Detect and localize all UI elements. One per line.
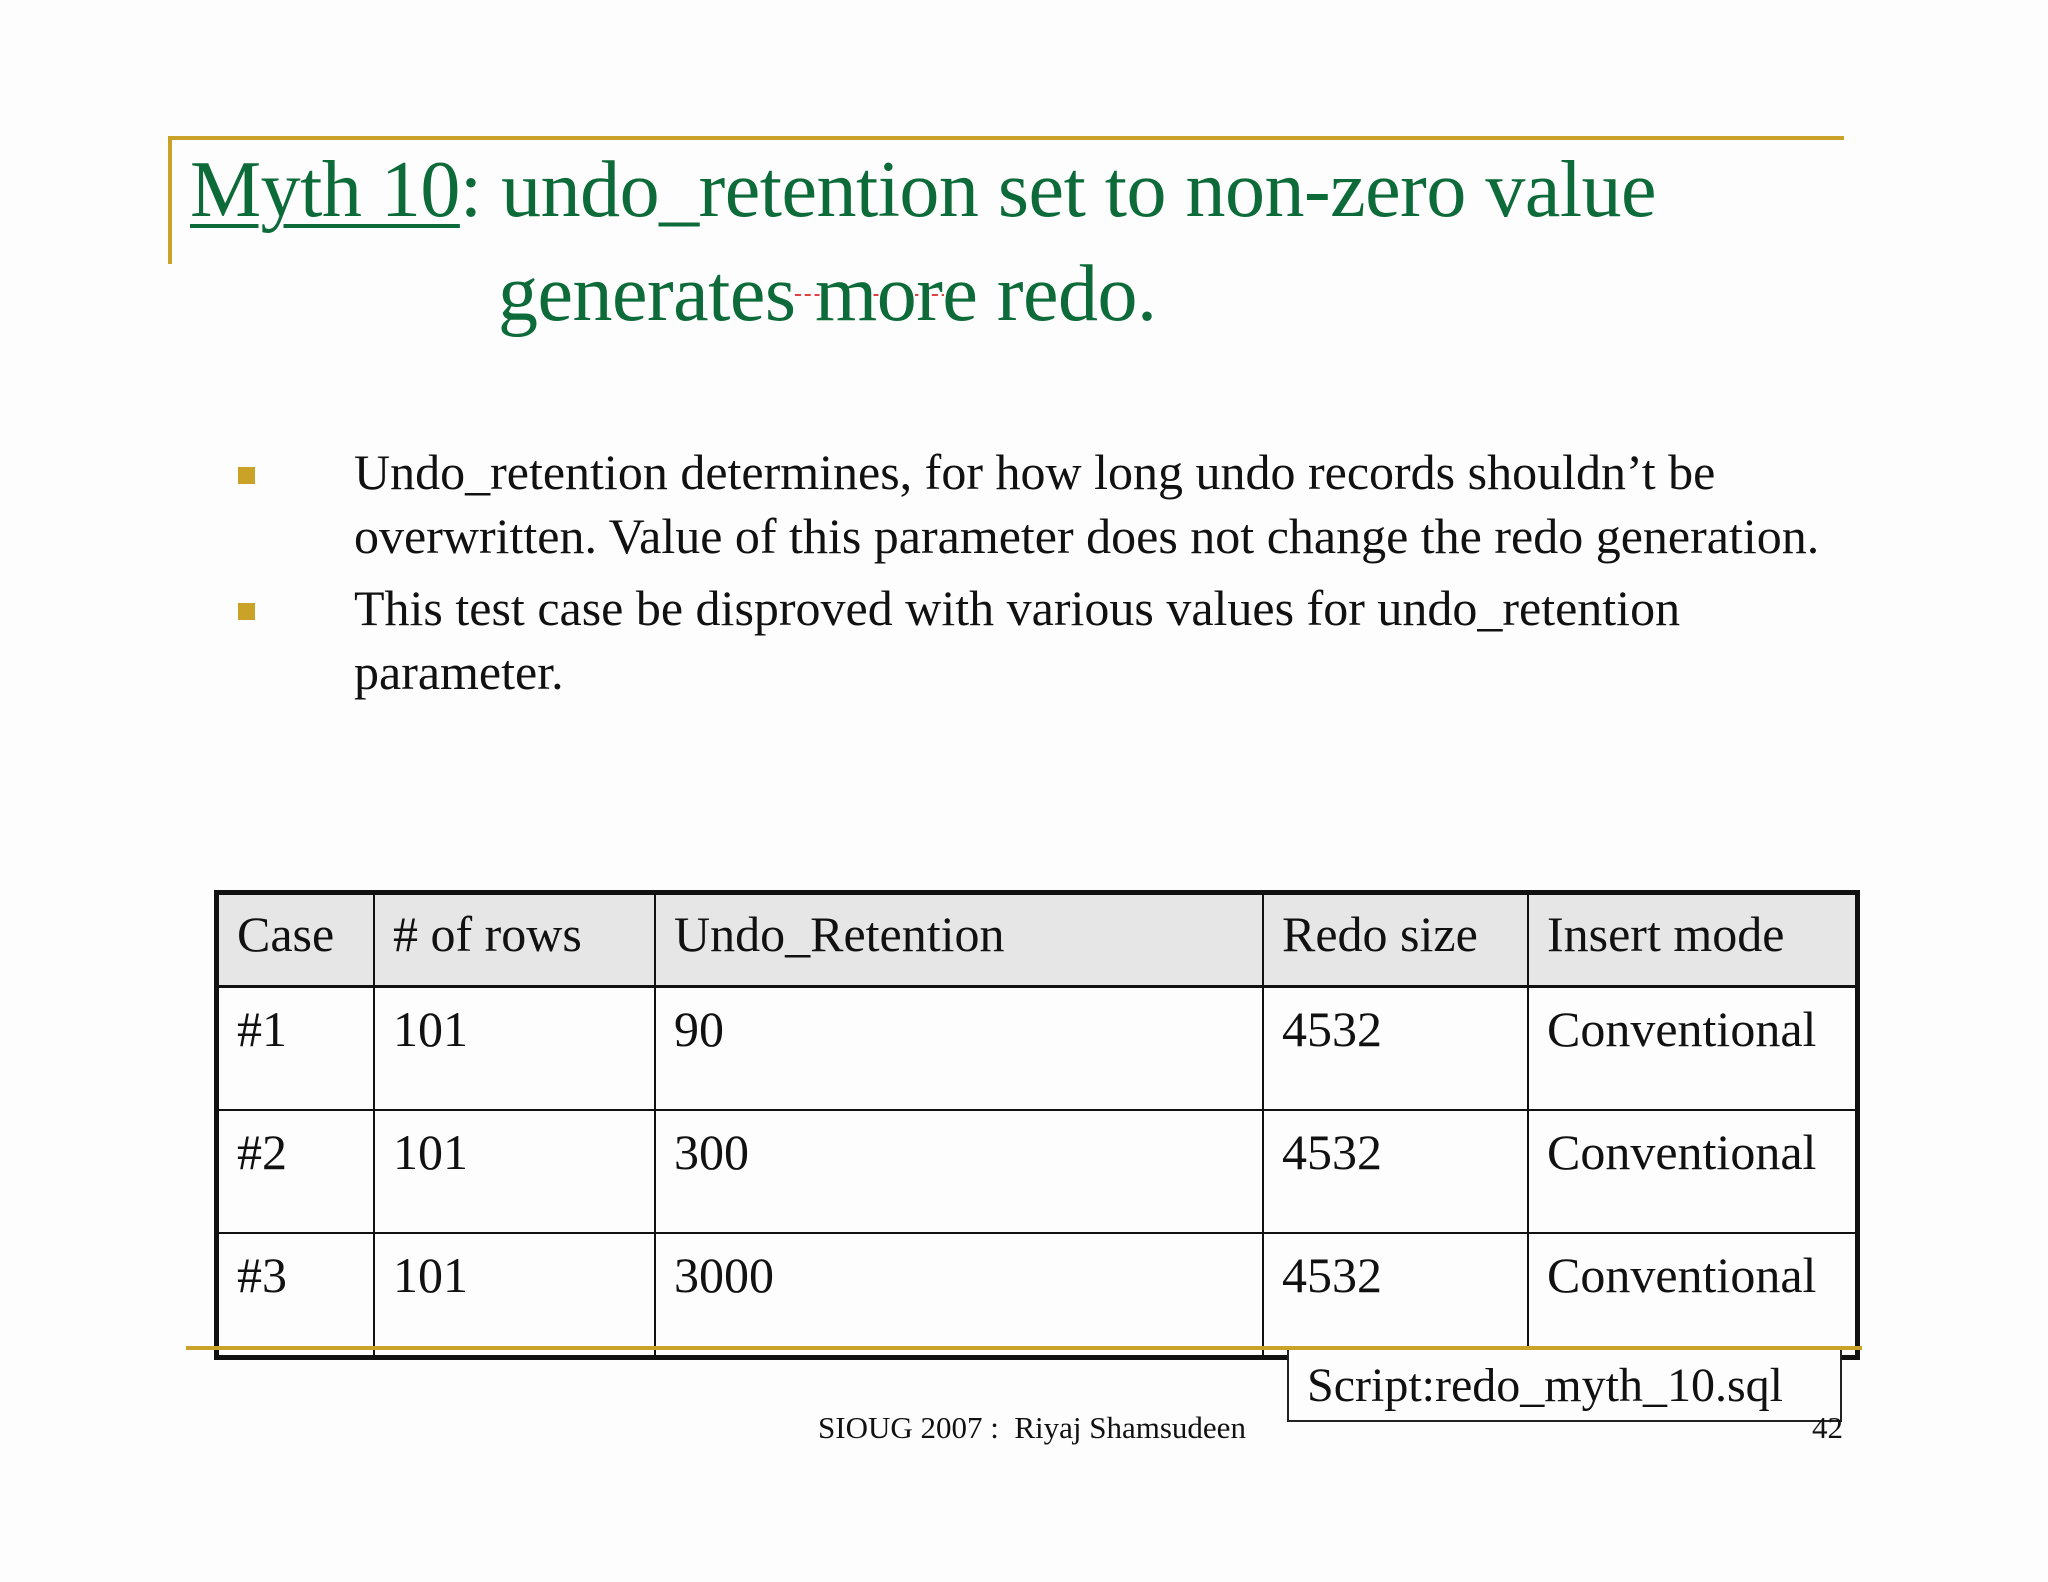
cell-rows: 101 (374, 1110, 655, 1233)
table-row (217, 1110, 1858, 1233)
slide-title (190, 138, 1830, 346)
table-row (217, 1233, 1858, 1358)
title-left-rule (168, 136, 172, 264)
title-line1-text: : undo_retention set to non-zero value (459, 146, 1657, 234)
cell-insert-mode: Conventional (1528, 1110, 1858, 1233)
title-myth-label: Myth 10 (190, 146, 460, 234)
page-number: 42 (1812, 1410, 1843, 1445)
cell-rows: 101 (374, 1233, 655, 1358)
results-table (214, 890, 1860, 1360)
bullet-list (232, 440, 1852, 712)
cell-undo-retention: 3000 (655, 1233, 1263, 1358)
bullet-text: This test case be disproved with various values for undo_retention parameter. (354, 580, 1681, 700)
cell-redo-size: 4532 (1263, 987, 1528, 1111)
bullet-item (232, 576, 1852, 704)
table-row (217, 987, 1858, 1111)
results-table-wrapper (214, 890, 1860, 1360)
title-line2-pre: generates (498, 250, 796, 338)
cell-undo-retention: 90 (655, 987, 1263, 1111)
title-line2 (190, 242, 1830, 346)
cell-insert-mode: Conventional (1528, 987, 1858, 1111)
header-rows: # of rows (374, 893, 655, 987)
header-undo-retention: Undo_Retention (655, 893, 1263, 987)
bullet-text: Undo_retention determines, for how long undo records shouldn’t be overwritten. Value of this parameter does not change the redo generation. (354, 444, 1820, 564)
header-case: Case (217, 893, 375, 987)
table-header-row (217, 893, 1858, 987)
footer-text: SIOUG 2007 : Riyaj Shamsudeen (818, 1410, 1246, 1445)
cell-case: #3 (217, 1233, 375, 1358)
cell-redo-size: 4532 (1263, 1110, 1528, 1233)
cell-case: #1 (217, 987, 375, 1111)
square-bullet-icon (238, 467, 255, 484)
bullet-item (232, 440, 1852, 568)
cell-redo-size: 4532 (1263, 1233, 1528, 1358)
header-insert-mode: Insert mode (1528, 893, 1858, 987)
cell-undo-retention: 300 (655, 1110, 1263, 1233)
cell-insert-mode: Conventional (1528, 1233, 1858, 1358)
square-bullet-icon (238, 603, 255, 620)
script-label-box: Script:redo_myth_10.sql (1287, 1350, 1842, 1422)
cell-case: #2 (217, 1110, 375, 1233)
header-redo-size: Redo size (1263, 893, 1528, 987)
cell-rows: 101 (374, 987, 655, 1111)
title-line2-post: redo. (977, 250, 1157, 338)
title-line2-marked-word: more (795, 250, 978, 338)
